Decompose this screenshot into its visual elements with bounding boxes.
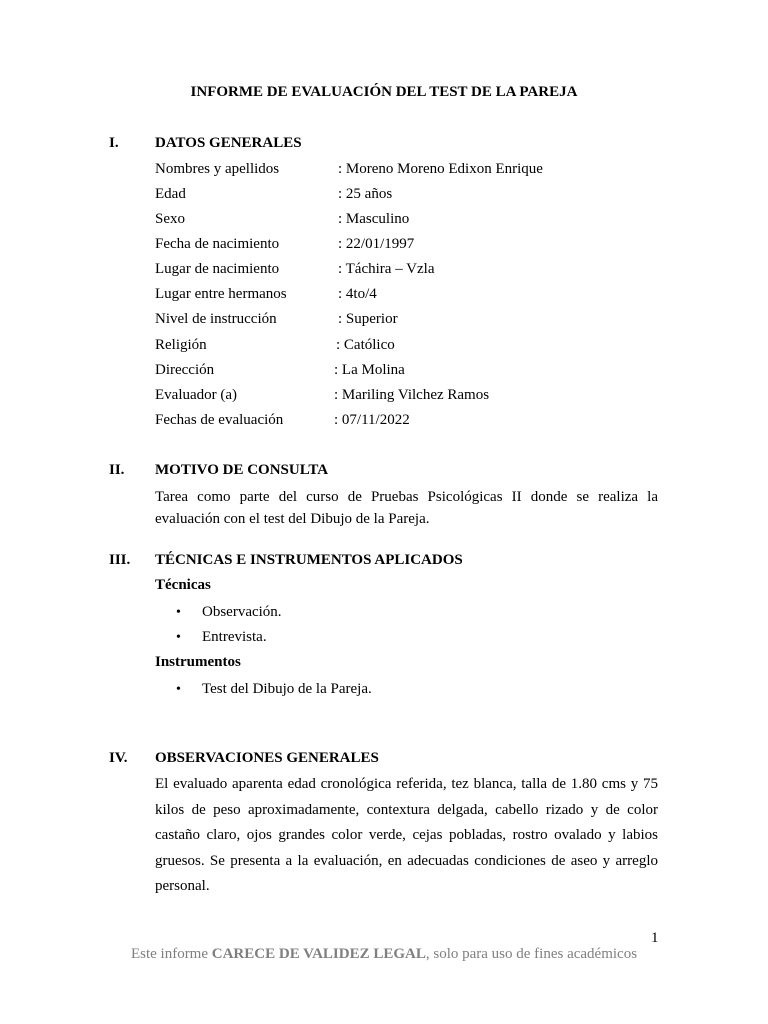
data-row: [155, 161, 543, 178]
data-value: : Táchira – Vzla: [338, 261, 435, 277]
data-value: : Mariling Vilchez Ramos: [334, 387, 490, 403]
data-value: : 4to/4: [338, 286, 377, 302]
data-label: Fecha de nacimiento: [155, 236, 280, 252]
tecnicas-heading: Técnicas: [155, 577, 211, 593]
section-4-number: IV.: [109, 750, 128, 766]
footer-suffix: , solo para uso de fines académicos: [425, 946, 638, 962]
data-value: : 07/11/2022: [334, 412, 410, 428]
data-row: [155, 186, 392, 203]
data-value: : Masculino: [338, 211, 410, 227]
footer-disclaimer: [0, 946, 768, 963]
data-row: [155, 261, 435, 278]
data-row: [155, 236, 414, 253]
list-item: [176, 681, 372, 698]
bullet-icon: •: [176, 682, 181, 697]
data-label: Lugar entre hermanos: [155, 286, 287, 302]
section-2-number: II.: [109, 462, 125, 478]
data-label: Dirección: [155, 362, 215, 378]
paragraph-line: gruesos. Se presenta a la evaluación, en adecuadas condiciones de aseo y arreglo: [155, 852, 658, 869]
footer-prefix: Este informe: [130, 946, 212, 962]
footer-bold-text: CARECE DE VALIDEZ LEGAL: [211, 946, 426, 962]
list-item-text: Observación.: [202, 604, 282, 620]
data-value: : La Molina: [334, 362, 405, 378]
data-row: [155, 337, 395, 354]
data-value: : 22/01/1997: [338, 236, 415, 252]
page-number: 1: [651, 930, 659, 946]
data-value: : 25 años: [338, 186, 393, 202]
bullet-icon: •: [176, 605, 181, 620]
paragraph-line: evaluación con el test del Dibujo de la Pareja.: [155, 511, 430, 527]
section-3-number: III.: [109, 552, 131, 568]
data-label: Lugar de nacimiento: [155, 261, 280, 277]
section-2-title: MOTIVO DE CONSULTA: [155, 462, 329, 478]
data-row: [155, 211, 409, 228]
data-row: [155, 311, 398, 328]
paragraph-line: Tarea como parte del curso de Pruebas Psicológicas II donde se realiza la: [155, 489, 658, 505]
data-row: [155, 412, 410, 429]
data-label: Sexo: [155, 211, 185, 227]
document-title: INFORME DE EVALUACIÓN DEL TEST DE LA PAREJA: [190, 84, 578, 100]
data-row: [155, 387, 489, 404]
data-value: : Superior: [338, 311, 398, 327]
data-label: Nombres y apellidos: [155, 161, 280, 177]
data-row: [155, 362, 405, 379]
data-value: : Moreno Moreno Edixon Enrique: [338, 161, 543, 177]
section-4-paragraph: [155, 772, 658, 900]
paragraph-line: castaño claro, ojos grandes color verde, cejas pobladas, rostro ovalado y labios: [155, 827, 658, 843]
section-1-number: I.: [109, 135, 119, 151]
paragraph-line: personal.: [155, 878, 210, 894]
list-item-text: Entrevista.: [202, 629, 267, 645]
list-item: [176, 629, 267, 646]
section-4-title: OBSERVACIONES GENERALES: [155, 750, 379, 766]
list-item-text: Test del Dibujo de la Pareja.: [202, 681, 372, 697]
list-item: [176, 604, 282, 621]
bullet-icon: •: [176, 630, 181, 645]
paragraph-line: kilos de peso aproximadamente, contextura delgada, cabello rizado y de color: [155, 801, 658, 818]
paragraph-line: El evaluado aparenta edad cronológica referida, tez blanca, talla de 1.80 cms y 75: [155, 776, 658, 792]
data-label: Nivel de instrucción: [155, 311, 277, 327]
section-3-title: TÉCNICAS E INSTRUMENTOS APLICADOS: [155, 552, 463, 568]
data-label: Edad: [155, 186, 186, 202]
data-value: : Católico: [336, 337, 395, 353]
data-row: [155, 286, 377, 303]
instrumentos-heading: Instrumentos: [155, 654, 241, 670]
section-2-paragraph: [155, 486, 658, 530]
section-1-title: DATOS GENERALES: [155, 135, 302, 151]
data-label: Religión: [155, 337, 207, 353]
data-label: Fechas de evaluación: [155, 412, 284, 428]
data-label: Evaluador (a): [155, 387, 238, 403]
